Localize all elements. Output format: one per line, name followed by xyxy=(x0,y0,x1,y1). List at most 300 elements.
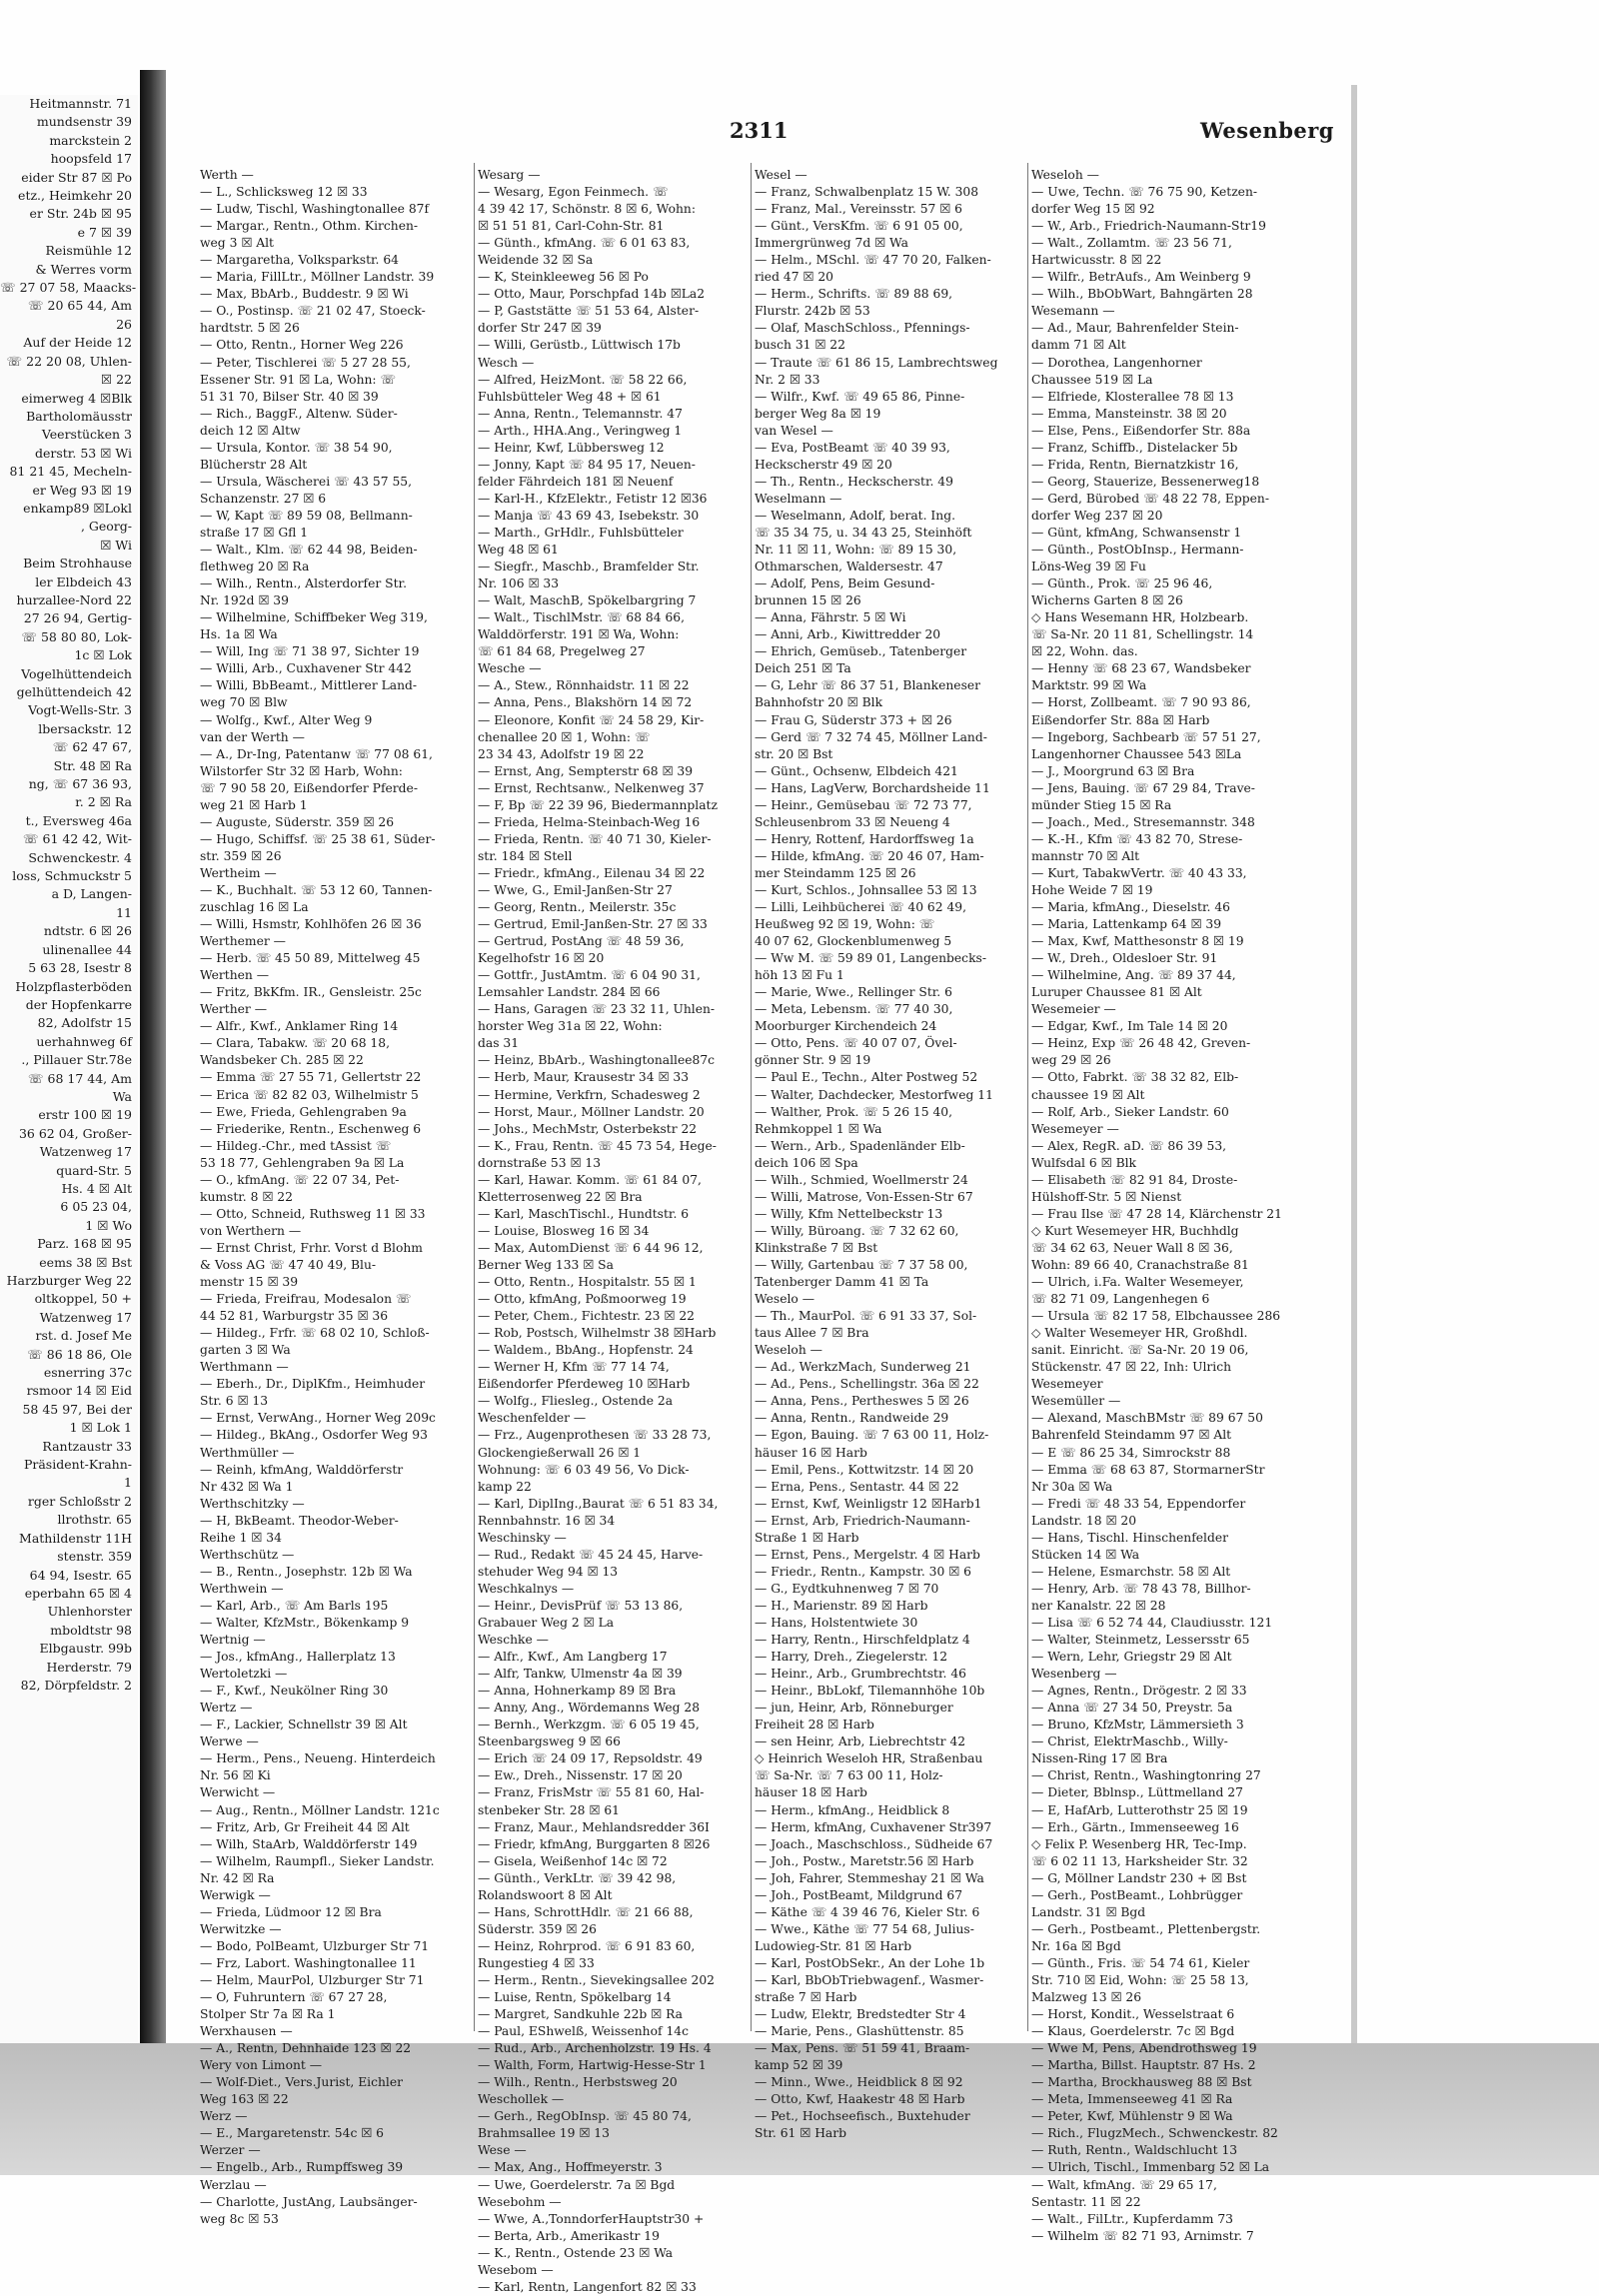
directory-entry-line: — Horst, Maur., Möllner Landstr. 20 xyxy=(478,1104,705,1119)
directory-entry-line: ried 47 ☒ 20 xyxy=(755,270,834,285)
directory-entry-line: — Herm., kfmAng., Heidblick 8 xyxy=(755,1802,950,1817)
directory-entry-line: Werthschitzky — xyxy=(200,1496,305,1511)
directory-entry-line: stehuder Weg 94 ☒ 13 xyxy=(478,1564,619,1579)
left-page-line: er Weg 93 ☒ 19 xyxy=(32,482,132,498)
directory-entry-line: — Fritz, Arb, Gr Freiheit 44 ☒ Alt xyxy=(200,1819,410,1834)
directory-entry-line: — Hilde, kfmAng. ☏ 20 46 07, Ham- xyxy=(755,848,984,863)
directory-entry-line: — Rob, Postsch, Wilhelmstr 38 ☒Harb xyxy=(478,1326,717,1341)
directory-entry-line: — E ☏ 86 25 34, Simrockstr 88 xyxy=(1031,1445,1231,1460)
directory-entry-line: & Voss AG ☏ 47 40 49, Blu- xyxy=(200,1258,377,1272)
directory-entry-line: — Ernst, Kwf, Weinligstr 12 ☒Harb1 xyxy=(755,1496,982,1511)
directory-entry-line: Wandsbeker Ch. 285 ☒ 22 xyxy=(200,1053,364,1068)
left-page-line: Wa xyxy=(112,1088,132,1104)
directory-entry-line: — Helene, Esmarchstr. 58 ☒ Alt xyxy=(1031,1564,1231,1579)
directory-entry-line: — Günth., kfmAng. ☏ 6 01 63 83, xyxy=(478,236,691,251)
column-rule xyxy=(474,163,475,2031)
directory-entry-line: — Gerh., RegObInsp. ☏ 45 80 74, xyxy=(478,2109,692,2124)
directory-entry-line: — Ww M. ☏ 59 89 01, Langenbecks- xyxy=(755,951,986,966)
directory-entry-line: Werwicht — xyxy=(200,1785,276,1800)
directory-entry-line: — Wilhelm ☏ 82 71 93, Arnimstr. 7 xyxy=(1031,2228,1254,2243)
directory-entry-line: — Hildeg.-Chr., med tAssist ☏ xyxy=(200,1138,392,1153)
directory-entry-line: — Werner H, Kfm ☏ 77 14 74, xyxy=(478,1360,670,1375)
directory-entry-line: — Wilh, StaArb, Walddörferstr 149 xyxy=(200,1836,418,1851)
left-page-line: quard-Str. 5 xyxy=(56,1162,132,1178)
left-page-line: Bartholomäusstr xyxy=(26,408,132,424)
directory-entry-line: Nr. 106 ☒ 33 xyxy=(478,576,560,591)
directory-entry-line: Glockengießerwall 26 ☒ 1 xyxy=(478,1445,642,1460)
directory-entry-line: — Günt., Ochsenw, Elbdeich 421 xyxy=(755,763,958,778)
directory-entry-line: — Walter, Dachdecker, Mestorfweg 11 xyxy=(755,1087,993,1102)
directory-entry-line: — Alfred, HeizMont. ☏ 58 22 66, xyxy=(478,372,688,387)
directory-entry-line: — Rich., FlugzMech., Schwenckestr. 82 xyxy=(1031,2126,1278,2141)
directory-entry-line: — Wwe., Käthe ☏ 77 54 68, Julius- xyxy=(755,1921,974,1936)
directory-entry-line: — Ludw, Tischl, Washingtonallee 87f xyxy=(200,202,430,217)
directory-entry-line: — E, HafArb, Lutterothstr 25 ☒ 19 xyxy=(1031,1802,1248,1817)
directory-entry-line: Werz — xyxy=(200,2109,248,2124)
left-page-line: 6 05 23 04, xyxy=(60,1199,132,1215)
directory-entry-line: — Friedr., Rentn., Kampstr. 30 ☒ 6 xyxy=(755,1564,971,1579)
directory-entry-line: — Marie, Pens., Glashüttenstr. 85 xyxy=(755,2024,964,2039)
left-page-line: eperbahn 65 ☒ 4 xyxy=(24,1585,132,1601)
left-page-line: ☏ 58 80 80, Lok- xyxy=(21,628,132,644)
directory-entry-line: Weseloh — xyxy=(755,1343,822,1358)
directory-entry-line: — Christ, ElektrMaschb., Willy- xyxy=(1031,1734,1228,1749)
directory-entry-line: — Elfriede, Klosterallee 78 ☒ 13 xyxy=(1031,389,1234,404)
left-page-line: ☏ 68 17 44, Am xyxy=(27,1070,132,1086)
directory-entry-line: Wesemeyer xyxy=(1031,1377,1103,1392)
directory-entry-line: Essener Str. 91 ☒ La, Wohn: ☏ xyxy=(200,372,396,387)
directory-entry-line: — Eleonore, Konfit ☏ 24 58 29, Kir- xyxy=(478,712,705,727)
directory-entry-line: — Walt, MaschB, Spökelbargring 7 xyxy=(478,593,697,608)
directory-entry-line: — Gerd, Bürobed ☏ 48 22 78, Eppen- xyxy=(1031,491,1269,506)
directory-entry-line: — O, Fuhruntern ☏ 67 27 28, xyxy=(200,1990,388,2005)
directory-entry-line: Nr. 2 ☒ 33 xyxy=(755,372,820,387)
directory-entry-line: — Ernst, VerwAng., Horner Weg 209c xyxy=(200,1411,436,1426)
directory-entry-line: — O., Postinsp. ☏ 21 02 47, Stoeck- xyxy=(200,304,426,319)
directory-entry-line: — Hans, Garagen ☏ 23 32 11, Uhlen- xyxy=(478,1002,716,1017)
directory-entry-line: — Herm., Pens., Neueng. Hinterdeich xyxy=(200,1751,436,1766)
directory-entry-line: Werth — xyxy=(200,168,254,182)
directory-entry-line: Wesel — xyxy=(755,168,807,182)
directory-entry-line: berger Weg 8a ☒ 19 xyxy=(755,406,881,421)
left-page-line: Hs. 4 ☒ Alt xyxy=(61,1180,132,1196)
directory-entry-line: — Harry, Rentn., Hirschfeldplatz 4 xyxy=(755,1633,970,1648)
directory-entry-line: Steenbargsweg 9 ☒ 66 xyxy=(478,1734,621,1749)
directory-entry-line: Landstr. 31 ☒ Bgd xyxy=(1031,1904,1146,1919)
directory-entry-line: — Günt., VersKfm. ☏ 6 91 05 00, xyxy=(755,219,963,234)
directory-entry-line: Rolandswoort 8 ☒ Alt xyxy=(478,1887,613,1902)
directory-entry-line: Wesch — xyxy=(478,355,535,370)
directory-entry-line: — Karl, BbObTriebwagenf., Wasmer- xyxy=(755,1972,984,1987)
directory-entry-line: Wicherns Garten 8 ☒ 26 xyxy=(1031,593,1183,608)
directory-entry-line: ◇ Kurt Wesemeyer HR, Buchhdlg xyxy=(1031,1223,1239,1238)
directory-entry-line: — Heinr., Arb., Grumbrechtstr. 46 xyxy=(755,1667,966,1682)
directory-entry-line: Werthmüller — xyxy=(200,1445,295,1460)
left-page-line: hoopsfeld 17 xyxy=(50,151,132,167)
directory-entry-line: Chaussee 519 ☒ La xyxy=(1031,372,1153,387)
directory-entry-line: Werxhausen — xyxy=(200,2024,293,2039)
directory-entry-line: — Marie, Wwe., Rellinger Str. 6 xyxy=(755,985,952,1000)
left-page-line: 64 94, Isestr. 65 xyxy=(29,1567,132,1583)
directory-entry-line: mer Steindamm 125 ☒ 26 xyxy=(755,865,916,880)
directory-entry-line: — Wilh., Schmied, Woellmerstr 24 xyxy=(755,1172,968,1187)
directory-entry-line: Blücherstr 28 Alt xyxy=(200,457,308,472)
directory-entry-line: — Bruno, KfzMstr, Lämmersieth 3 xyxy=(1031,1718,1244,1732)
directory-entry-line: — Franz, Schwalbenplatz 15 W. 308 xyxy=(755,185,979,200)
directory-entry-line: — G., Eydtkuhnenweg 7 ☒ 70 xyxy=(755,1581,939,1596)
left-page-line: Holzpflasterböden xyxy=(15,978,132,994)
directory-entry-line: Löns-Weg 39 ☒ Fu xyxy=(1031,560,1146,574)
directory-entry-line: — Georg, Rentn., Meilerstr. 35c xyxy=(478,900,677,915)
directory-entry-line: 4 39 42 17, Schönstr. 8 ☒ 6, Wohn: xyxy=(478,202,696,217)
directory-entry-line: — Henry, Arb. ☏ 78 43 78, Billhor- xyxy=(1031,1581,1251,1596)
directory-entry-line: weg 3 ☒ Alt xyxy=(200,236,275,251)
directory-entry-line: — Wilhelmine, Ang. ☏ 89 37 44, xyxy=(1031,968,1236,983)
directory-entry-line: — Ewe, Frieda, Gehlengraben 9a xyxy=(200,1104,407,1119)
left-page-line: t., Eversweg 46a xyxy=(25,812,132,828)
left-page-line: 81 21 45, Mecheln- xyxy=(9,464,132,480)
directory-entry-line: — Willy, Kfm Nettelbeckstr 13 xyxy=(755,1206,943,1221)
directory-entry-line: Wesemüller — xyxy=(1031,1394,1121,1409)
directory-entry-line: Deich 251 ☒ Ta xyxy=(755,661,851,676)
directory-entry-line: — Gerh., PostBeamt., Lohbrügger xyxy=(1031,1887,1243,1902)
left-page-line: 27 26 94, Gertig- xyxy=(23,610,132,626)
directory-entry-line: Stücken 14 ☒ Wa xyxy=(1031,1547,1140,1562)
directory-entry-line: — Christ, Rentn., Washingtonring 27 xyxy=(1031,1768,1261,1783)
directory-entry-line: str. 184 ☒ Stell xyxy=(478,848,573,863)
directory-entry-line: — Wwe M, Pens, Abendrothsweg 19 xyxy=(1031,2041,1257,2056)
directory-entry-line: 23 34 43, Adolfstr 19 ☒ 22 xyxy=(478,746,645,761)
left-page-line: ☏ 20 65 44, Am xyxy=(27,298,132,314)
directory-entry-line: Weschkalnys — xyxy=(478,1581,575,1596)
directory-entry-line: Weschinsky — xyxy=(478,1530,567,1545)
directory-entry-line: — Siegfr., Maschb., Bramfelder Str. xyxy=(478,560,700,574)
directory-entry-line: — Maria, FillLtr., Möllner Landstr. 39 xyxy=(200,270,435,285)
directory-entry-line: — Heinr, Kwf, Lübbersweg 12 xyxy=(478,440,665,455)
directory-entry-line: brunnen 15 ☒ 26 xyxy=(755,593,861,608)
directory-entry-line: kumstr. 8 ☒ 22 xyxy=(200,1189,293,1204)
directory-entry-line: — Wolf-Diet., Vers.Jurist, Eichler xyxy=(200,2075,404,2090)
directory-entry-line: — Gertrud, PostAng ☏ 48 59 36, xyxy=(478,934,685,949)
directory-entry-line: — H, BkBeamt. Theodor-Weber- xyxy=(200,1513,399,1528)
directory-entry-line: — Anni, Arb., Kiwittredder 20 xyxy=(755,627,941,642)
directory-entry-line: — Anna, Rentn., Randweide 29 xyxy=(755,1411,949,1426)
directory-entry-line: — Walt, kfmAng. ☏ 29 65 17, xyxy=(1031,2177,1217,2192)
directory-entry-line: — Friederike, Rentn., Eschenweg 6 xyxy=(200,1121,422,1136)
directory-entry-line: str. 20 ☒ Bst xyxy=(755,746,833,761)
directory-entry-line: — Hildeg., Frfr. ☏ 68 02 10, Schloß- xyxy=(200,1326,430,1341)
directory-entry-line: ☏ 82 71 09, Langenhegen 6 xyxy=(1031,1292,1210,1307)
directory-entry-line: — Frz, Labort. Washingtonallee 11 xyxy=(200,1955,417,1970)
directory-entry-line: Wohnung: ☏ 6 03 49 56, Vo Dick- xyxy=(478,1462,690,1477)
directory-entry-line: sanit. Einricht. ☏ Sa-Nr. 20 19 06, xyxy=(1031,1343,1249,1358)
left-page-line: a D, Langen- xyxy=(51,886,132,902)
directory-column-4 xyxy=(1031,167,1299,2243)
directory-entry-line: damm 71 ☒ Alt xyxy=(1031,338,1126,353)
directory-entry-line: — Wilfr., Kwf. ☏ 49 65 86, Pinne- xyxy=(755,389,965,404)
directory-entry-line: — A., Dr-Ing, Patentanw ☏ 77 08 61, xyxy=(200,746,433,761)
directory-entry-line: — Walter, Steinmetz, Lessersstr 65 xyxy=(1031,1633,1250,1648)
left-page-line: derstr. 53 ☒ Wi xyxy=(34,445,132,461)
directory-entry-line: — Herb, Maur, Krausestr 34 ☒ 33 xyxy=(478,1070,690,1085)
directory-entry-line: — Willi, BbBeamt., Mittlerer Land- xyxy=(200,678,418,693)
directory-entry-line: — Ernst, Ang, Sempterstr 68 ☒ 39 xyxy=(478,763,694,778)
directory-entry-line: Immergrünweg 7d ☒ Wa xyxy=(755,236,908,251)
directory-entry-line: häuser 16 ☒ Harb xyxy=(755,1445,867,1460)
left-page-line: ☏ 62 47 67, xyxy=(52,739,132,755)
directory-entry-line: — Willi, Matrose, Von-Essen-Str 67 xyxy=(755,1189,973,1204)
directory-entry-line: deich 12 ☒ Altw xyxy=(200,423,301,438)
directory-entry-line: dorfer Weg 15 ☒ 92 xyxy=(1031,202,1155,217)
directory-entry-line: — Wilh., BbObWart, Bahngärten 28 xyxy=(1031,287,1253,302)
left-page-line: Harzburger Weg 22 xyxy=(6,1273,132,1288)
directory-entry-line: Fuhlsbütteler Weg 48 + ☒ 61 xyxy=(478,389,662,404)
directory-entry-line: Bahrenfeld Steindamm 97 ☒ Alt xyxy=(1031,1428,1232,1443)
left-page-line: ☒ Wi xyxy=(100,537,132,553)
directory-entry-line: — Paul E., Techn., Alter Postweg 52 xyxy=(755,1070,978,1085)
directory-entry-line: — Hans, SchrottHdlr. ☏ 21 66 88, xyxy=(478,1904,694,1919)
directory-entry-line: Freiheit 28 ☒ Harb xyxy=(755,1718,874,1732)
directory-entry-line: ◇ Heinrich Weseloh HR, Straßenbau xyxy=(755,1751,983,1766)
directory-entry-line: — Anna ☏ 27 34 50, Preystr. 5a xyxy=(1031,1701,1233,1716)
directory-entry-line: — Alfr., Kwf., Am Langberg 17 xyxy=(478,1650,668,1665)
directory-entry-line: gönner Str. 9 ☒ 19 xyxy=(755,1053,871,1068)
left-page-line: eems 38 ☒ Bst xyxy=(39,1254,132,1270)
directory-entry-line: — Wolfg., Kwf., Alter Weg 9 xyxy=(200,712,373,727)
left-page-line: Auf der Heide 12 xyxy=(23,335,132,351)
directory-entry-line: Kletterrosenweg 22 ☒ Bra xyxy=(478,1189,643,1204)
directory-entry-line: — Will, Ing ☏ 71 38 97, Sichter 19 xyxy=(200,644,420,659)
directory-entry-line: — Gisela, Weißenhof 14c ☒ 72 xyxy=(478,1853,668,1868)
directory-entry-line: — Rolf, Arb., Sieker Landstr. 60 xyxy=(1031,1104,1229,1119)
directory-entry-line: — Frieda, Freifrau, Modesalon ☏ xyxy=(200,1292,412,1307)
directory-entry-line: — Henny ☏ 68 23 67, Wandsbeker xyxy=(1031,661,1251,676)
directory-entry-line: Hartwicusstr. 8 ☒ 22 xyxy=(1031,253,1162,268)
directory-entry-line: — Ad., Maur, Bahrenfelder Stein- xyxy=(1031,321,1239,336)
directory-entry-line: — Günth., Fris. ☏ 54 74 61, Kieler xyxy=(1031,1955,1250,1970)
left-page-line: Vogelhüttendeich xyxy=(21,665,132,681)
directory-entry-line: Rehmkoppel 1 ☒ Wa xyxy=(755,1121,882,1136)
directory-entry-line: Walddörferstr. 191 ☒ Wa, Wohn: xyxy=(478,627,680,642)
directory-entry-line: — Ernst Christ, Frhr. Vorst d Blohm xyxy=(200,1240,423,1255)
directory-entry-line: ☏ 35 34 75, u. 34 43 25, Steinhöft xyxy=(755,525,972,540)
directory-entry-line: — Karl, Arb., ☏ Am Barls 195 xyxy=(200,1598,389,1613)
directory-entry-line: — Uwe, Techn. ☏ 76 75 90, Ketzen- xyxy=(1031,185,1258,200)
directory-entry-line: — Meta, Immenseeweg 41 ☒ Ra xyxy=(1031,2092,1233,2107)
directory-entry-line: Wery von Limont — xyxy=(200,2058,323,2073)
directory-entry-line: — Dieter, Bblnsp., Lüttmelland 27 xyxy=(1031,1785,1243,1800)
directory-entry-line: — Frida, Rentn, Biernatzkistr 16, xyxy=(1031,457,1239,472)
directory-entry-line: Hülshoff-Str. 5 ☒ Nienst xyxy=(1031,1189,1182,1204)
directory-entry-line: van Wesel — xyxy=(755,423,833,438)
directory-entry-line: — Karl, PostObSekr., An der Lohe 1b xyxy=(755,1955,985,1970)
directory-entry-line: zuschlag 16 ☒ La xyxy=(200,900,309,915)
directory-entry-line: — Wern., Arb., Spadenländer Elb- xyxy=(755,1138,965,1153)
directory-entry-line: von Werthern — xyxy=(200,1223,302,1238)
directory-entry-line: — Peter, Kwf, Mühlenstr 9 ☒ Wa xyxy=(1031,2109,1233,2124)
left-page-line: gelhüttendeich 42 xyxy=(16,684,132,699)
directory-entry-line: — Ew., Dreh., Nissenstr. 17 ☒ 20 xyxy=(478,1768,683,1783)
directory-entry-line: — Margret, Sandkuhle 22b ☒ Ra xyxy=(478,2007,683,2022)
directory-entry-line: Bahnhofstr 20 ☒ Blk xyxy=(755,695,883,710)
directory-entry-line: — Max, Ang., Hoffmeyerstr. 3 xyxy=(478,2160,663,2175)
directory-entry-line: — Louise, Blosweg 16 ☒ 34 xyxy=(478,1223,650,1238)
left-page-line: esnerring 37c xyxy=(43,1365,132,1381)
directory-entry-line: Kegelhofstr 16 ☒ 20 xyxy=(478,951,605,966)
directory-entry-line: — Frau Ilse ☏ 47 28 14, Klärchenstr 21 xyxy=(1031,1206,1282,1221)
left-page-line: mundsenstr 39 xyxy=(36,114,132,130)
directory-entry-line: Heußweg 92 ☒ 19, Wohn: ☏ xyxy=(755,917,935,932)
directory-entry-line: — Willi, Arb., Cuxhavener Str 442 xyxy=(200,661,412,676)
directory-entry-line: Weseloh — xyxy=(1031,168,1099,182)
left-page-line: etz., Heimkehr 20 xyxy=(18,188,132,204)
directory-entry-line: — Kurt, Schlos., Johnsallee 53 ☒ 13 xyxy=(755,882,977,897)
directory-entry-line: Stückenstr. 47 ☒ 22, Inh: Ulrich xyxy=(1031,1360,1232,1375)
directory-entry-line: — Horst, Zollbeamt. ☏ 7 90 93 86, xyxy=(1031,695,1251,710)
directory-entry-line: — Harry, Dreh., Ziegelerstr. 12 xyxy=(755,1650,948,1665)
directory-entry-line: — Ad., WerkzMach, Sunderweg 21 xyxy=(755,1360,971,1375)
directory-entry-line: Reihe 1 ☒ 34 xyxy=(200,1530,282,1545)
directory-entry-line: Werthmann — xyxy=(200,1360,289,1375)
left-page-line: rsmoor 14 ☒ Eid xyxy=(26,1383,132,1399)
directory-entry-line: — Anna, Pens., Blakshörn 14 ☒ 72 xyxy=(478,695,693,710)
directory-entry-line: — G, Lehr ☏ 86 37 51, Blankeneser xyxy=(755,678,981,693)
directory-entry-line: — Heinz, Rohrprod. ☏ 6 91 83 60, xyxy=(478,1938,696,1953)
directory-entry-line: — Hermine, Verkfrn, Schadesweg 2 xyxy=(478,1087,701,1102)
directory-entry-line: Heckscherstr 49 ☒ 20 xyxy=(755,457,892,472)
directory-entry-line: ☏ Sa-Nr. 20 11 81, Schellingstr. 14 xyxy=(1031,627,1254,642)
left-page-line: 11 xyxy=(116,904,132,920)
directory-entry-line: — Weselmann, Adolf, berat. Ing. xyxy=(755,508,955,523)
directory-entry-line: Nr. 56 ☒ Ki xyxy=(200,1768,271,1783)
left-page-line: ☏ 27 07 58, Maacks- xyxy=(0,280,137,296)
directory-entry-line: ◇ Felix P. Wesenberg HR, Tec-Imp. xyxy=(1031,1836,1247,1851)
directory-entry-line: Wulfsdal 6 ☒ Blk xyxy=(1031,1155,1136,1170)
directory-entry-line: weg 21 ☒ Harb 1 xyxy=(200,797,308,812)
directory-entry-line: — Anna, Rentn., Telemannstr. 47 xyxy=(478,406,683,421)
directory-entry-line: — Th., Rentn., Heckscherstr. 49 xyxy=(755,474,953,489)
directory-entry-line: — Max, AutomDienst ☏ 6 44 96 12, xyxy=(478,1240,704,1255)
directory-entry-line: — Wilh., Rentn., Alsterdorfer Str. xyxy=(200,576,407,591)
directory-entry-line: — Max, Pens. ☏ 51 59 41, Braam- xyxy=(755,2041,970,2056)
directory-entry-line: — Helm., MSchl. ☏ 47 70 20, Falken- xyxy=(755,253,991,268)
directory-entry-line: horster Weg 31a ☒ 22, Wohn: xyxy=(478,1019,663,1034)
left-page-line: Mathildenstr 11H xyxy=(19,1530,132,1546)
directory-entry-line: — Heinr., DevisPrüf ☏ 53 13 86, xyxy=(478,1598,684,1613)
directory-entry-line: Werthemer — xyxy=(200,934,286,949)
directory-entry-line: van der Werth — xyxy=(200,729,305,744)
directory-entry-line: Nr. 11 ☒ 11, Wohn: ☏ 89 15 30, xyxy=(755,543,957,558)
directory-entry-line: Flurstr. 242b ☒ 53 xyxy=(755,304,870,319)
directory-entry-line: weg 8c ☒ 53 xyxy=(200,2211,279,2226)
directory-entry-line: — Peter, Tischlerei ☏ 5 27 28 55, xyxy=(200,355,411,370)
directory-entry-line: Marktstr. 99 ☒ Wa xyxy=(1031,678,1147,693)
directory-entry-line: Schanzenstr. 27 ☒ 6 xyxy=(200,491,327,506)
left-page-line: , Georg- xyxy=(80,519,132,535)
directory-entry-line: Weselo — xyxy=(755,1292,815,1307)
directory-entry-line: hardtstr. 5 ☒ 26 xyxy=(200,321,300,336)
directory-entry-line: Wesarg — xyxy=(478,168,541,182)
directory-entry-line: — Joh., Postw., Maretstr.56 ☒ Harb xyxy=(755,1853,974,1868)
directory-entry-line: ☏ 34 62 63, Neuer Wall 8 ☒ 36, xyxy=(1031,1240,1233,1255)
directory-entry-line: — G, Möllner Landstr 230 + ☒ Bst xyxy=(1031,1870,1247,1885)
directory-entry-line: — Edgar, Kwf., Im Tale 14 ☒ 20 xyxy=(1031,1019,1228,1034)
directory-entry-line: — Alfr, Tankw, Ulmenstr 4a ☒ 39 xyxy=(478,1667,683,1682)
directory-entry-line: — Emma ☏ 68 63 87, StormarnerStr xyxy=(1031,1462,1265,1477)
directory-entry-line: Berner Weg 133 ☒ Sa xyxy=(478,1258,614,1272)
directory-column-3 xyxy=(755,167,1022,2141)
directory-entry-line: — Otto, Kwf, Haakestr 48 ☒ Harb xyxy=(755,2092,965,2107)
directory-entry-line: — Dorothea, Langenhorner xyxy=(1031,355,1202,370)
directory-entry-line: — Alexand, MaschBMstr ☏ 89 67 50 xyxy=(1031,1411,1263,1426)
directory-entry-line: Luruper Chaussee 81 ☒ Alt xyxy=(1031,985,1202,1000)
directory-entry-line: Othmarschen, Waldersestr. 47 xyxy=(755,560,943,574)
directory-entry-line: — Lisa ☏ 6 52 74 44, Claudiusstr. 121 xyxy=(1031,1615,1273,1630)
directory-entry-line: — Friedr, kfmAng, Burggarten 8 ☒26 xyxy=(478,1836,711,1851)
directory-entry-line: — Rud., Arb., Archenholzstr. 19 Hs. 4 xyxy=(478,2041,712,2056)
directory-entry-line: Wesemeyer — xyxy=(1031,1121,1119,1136)
directory-entry-line: — Uwe, Goerdelerstr. 7a ☒ Bgd xyxy=(478,2177,676,2192)
directory-entry-line: — Alex, RegR. aD. ☏ 86 39 53, xyxy=(1031,1138,1227,1153)
directory-entry-line: — Max, Kwf, Matthesonstr 8 ☒ 19 xyxy=(1031,934,1244,949)
directory-entry-line: — Bodo, PolBeamt, Ulzburger Str 71 xyxy=(200,1938,430,1953)
directory-entry-line: — Hans, Tischl. Hinschenfelder xyxy=(1031,1530,1228,1545)
directory-entry-line: Moorburger Kirchendeich 24 xyxy=(755,1019,937,1034)
directory-entry-line: Hohe Weide 7 ☒ 19 xyxy=(1031,882,1153,897)
directory-entry-line: — Otto, Rentn., Horner Weg 226 xyxy=(200,338,404,353)
directory-entry-line: garten 3 ☒ Wa xyxy=(200,1343,291,1358)
directory-entry-line: — Käthe ☏ 4 39 46 76, Kieler Str. 6 xyxy=(755,1904,980,1919)
directory-entry-line: — Arth., HHA.Ang., Veringweg 1 xyxy=(478,423,683,438)
directory-entry-line: — Aug., Rentn., Möllner Landstr. 121c xyxy=(200,1802,440,1817)
directory-entry-line: — Gerd ☏ 7 32 74 45, Möllner Land- xyxy=(755,729,987,744)
directory-entry-line: dorfer Weg 237 ☒ 20 xyxy=(1031,508,1163,523)
directory-entry-line: — Johs., MechMstr, Osterbekstr 22 xyxy=(478,1121,698,1136)
directory-entry-line: Wohn: 89 66 40, Cranachstraße 81 xyxy=(1031,1258,1249,1272)
directory-entry-line: — Waldem., BbAng., Hopfenstr. 24 xyxy=(478,1343,694,1358)
left-page-line: hurzallee-Nord 22 xyxy=(16,591,132,607)
left-page-line: ndtstr. 6 ☒ 26 xyxy=(43,923,132,939)
left-page-line: Beim Strohhause xyxy=(23,556,132,572)
directory-entry-line: — Ruth, Rentn., Waldschlucht 13 xyxy=(1031,2143,1238,2158)
directory-entry-line: — Fredi ☏ 48 33 54, Eppendorfer xyxy=(1031,1496,1246,1511)
left-page-line: ☒ 22 xyxy=(100,372,132,388)
directory-entry-line: — Ursula, Wäscherei ☏ 43 57 55, xyxy=(200,474,413,489)
directory-entry-line: ☏ 6 02 11 13, Harksheider Str. 32 xyxy=(1031,1853,1248,1868)
directory-entry-line: Wesemeier — xyxy=(1031,1002,1116,1017)
directory-entry-line: — Kurt, TabakwVertr. ☏ 40 43 33, xyxy=(1031,865,1247,880)
directory-entry-line: Werthen — xyxy=(200,968,270,983)
directory-entry-line: — Eva, PostBeamt ☏ 40 39 93, xyxy=(755,440,950,455)
directory-entry-line: — K., Buchhalt. ☏ 53 12 60, Tannen- xyxy=(200,882,433,897)
left-page-line: uerhahnweg 6f xyxy=(36,1033,132,1049)
directory-entry-line: deich 106 ☒ Spa xyxy=(755,1155,858,1170)
directory-entry-line: — Wilhelmine, Schiffbeker Weg 319, xyxy=(200,610,428,625)
directory-entry-line: — Emil, Pens., Kottwitzstr. 14 ☒ 20 xyxy=(755,1462,974,1477)
directory-entry-line: — L., Schlicksweg 12 ☒ 33 xyxy=(200,185,368,200)
left-page-line: Veerstücken 3 xyxy=(41,427,132,443)
directory-entry-line: — Ulrich, Tischl., Immenbarg 52 ☒ La xyxy=(1031,2160,1270,2175)
directory-entry-line: Weg 48 ☒ 61 xyxy=(478,543,559,558)
left-page-line: Elbgaustr. 99b xyxy=(39,1641,132,1657)
directory-entry-line: — Frau G, Süderstr 373 + ☒ 26 xyxy=(755,712,952,727)
directory-entry-line: — Berta, Arb., Amerikastr 19 xyxy=(478,2228,660,2243)
left-page-line: ☏ 61 42 42, Wit- xyxy=(22,831,132,847)
directory-entry-line: — Joach., Maschschloss., Südheide 67 xyxy=(755,1836,993,1851)
directory-entry-line: — Otto, Rentn., Hospitalstr. 55 ☒ 1 xyxy=(478,1275,697,1290)
directory-entry-line: Wesenberg — xyxy=(1031,1667,1117,1682)
directory-entry-line: — Gertrud, Emil-Janßen-Str. 27 ☒ 33 xyxy=(478,917,708,932)
